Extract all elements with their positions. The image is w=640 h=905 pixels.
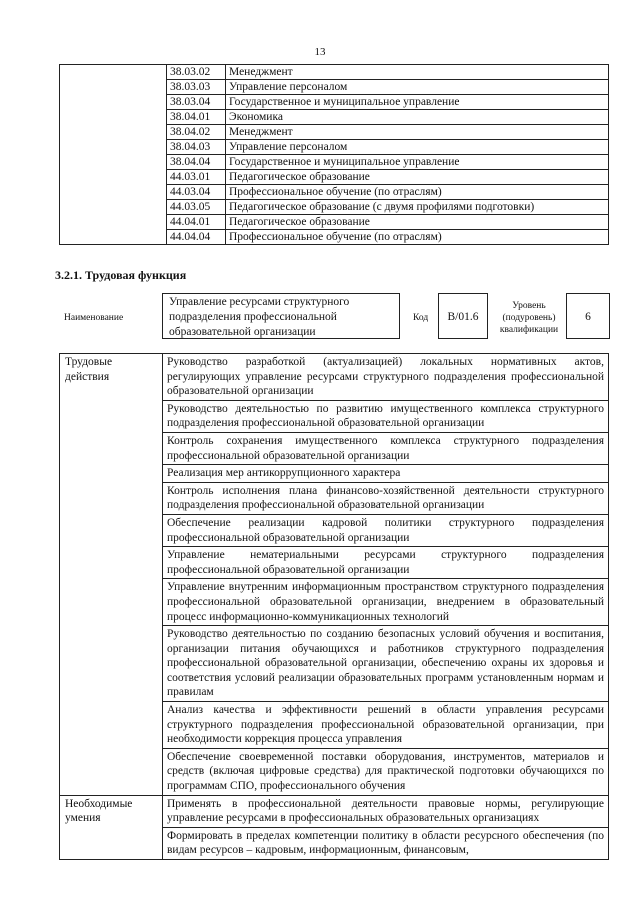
required-skill: Формировать в пределах компетенции политику в области ресурсного обеспечения (по видам ресурсов – кадровым, информационным, финансовым, <box>163 827 609 859</box>
empty-cell <box>60 65 167 245</box>
function-code: B/01.6 <box>438 293 488 339</box>
labor-action: Обеспечение реализации кадровой политики структурного подразделения профессиональной образовательной организации <box>163 514 609 546</box>
code-name-cell: Профессиональное обучение (по отраслям) <box>226 185 609 200</box>
label-line: Трудовые <box>65 356 113 368</box>
required-skills-label <box>60 795 163 859</box>
code-name-cell: Управление персоналом <box>226 80 609 95</box>
table-row <box>60 65 609 80</box>
qualification-level: 6 <box>566 293 610 339</box>
labor-actions-label <box>60 354 163 796</box>
code-name-cell: Менеджмент <box>226 125 609 140</box>
required-skill: Применять в профессиональной деятельности правовые нормы, регулирующие управление ресурсами в профессиональных образовательных организациях <box>163 795 609 827</box>
code-name-cell: Управление персоналом <box>226 140 609 155</box>
labor-action: Руководство деятельностью по развитию имущественного комплекса структурного подразделения профессиональной образовательной организации <box>163 400 609 432</box>
code-cell: 44.04.04 <box>167 230 226 245</box>
level-label-line: Уровень <box>512 301 546 311</box>
code-cell: 44.03.01 <box>167 170 226 185</box>
code-name-cell: Менеджмент <box>226 65 609 80</box>
level-label-line: квалификации <box>499 325 559 335</box>
codes-table <box>59 64 609 245</box>
code-cell: 44.03.05 <box>167 200 226 215</box>
code-name-cell: Педагогическое образование <box>226 215 609 230</box>
label-line: действия <box>65 370 110 383</box>
code-cell: 38.03.03 <box>167 80 226 95</box>
code-cell: 38.03.02 <box>167 65 226 80</box>
function-code-label: Код <box>413 313 429 323</box>
code-cell: 38.04.03 <box>167 140 226 155</box>
labor-action: Обеспечение своевременной поставки оборудования, инструментов, материалов и средств (включая цифровые средства) для практической подготовки обучающихся по программам СПО, профессионального обучения <box>163 748 609 795</box>
code-name-cell: Государственное и муниципальное управление <box>226 95 609 110</box>
code-cell: 38.04.02 <box>167 125 226 140</box>
labor-action: Контроль сохранения имущественного комплекса структурного подразделения профессиональной образовательной организации <box>163 432 609 464</box>
qualification-level-label <box>494 300 564 336</box>
labor-function-table <box>59 353 609 860</box>
labor-action: Руководство деятельностью по созданию безопасных условий обучения и воспитания, организации питания обучающихся и работников структурного подразделения профессиональной образовательной организации, обеспечению охраны их здоровья и соответствия условий реализации образовательных программ установленным нормам и правилам <box>163 626 609 702</box>
code-cell: 38.04.04 <box>167 155 226 170</box>
labor-action: Контроль исполнения плана финансово-хозяйственной деятельности структурного подразделения профессиональной образовательной организации <box>163 482 609 514</box>
code-cell: 38.04.01 <box>167 110 226 125</box>
labor-action: Управление внутренним информационным пространством структурного подразделения профессиональной образовательной организации, внедрением в образовательный процесс информационно-коммуникационных технологий <box>163 579 609 626</box>
function-name: Управление ресурсами структурного подразделения профессиональной образовательной организации <box>162 293 400 339</box>
code-cell: 38.03.04 <box>167 95 226 110</box>
page-number: 13 <box>314 46 326 58</box>
code-cell: 44.04.01 <box>167 215 226 230</box>
level-label-line: (подуровень) <box>502 313 556 323</box>
code-name-cell: Профессиональное обучение (по отраслям) <box>226 230 609 245</box>
code-cell: 44.03.04 <box>167 185 226 200</box>
code-name-cell: Экономика <box>226 110 609 125</box>
code-name-cell: Государственное и муниципальное управление <box>226 155 609 170</box>
label-line: Необходимые <box>65 797 133 810</box>
labor-action: Реализация мер антикоррупционного характера <box>163 465 609 483</box>
code-name-cell: Педагогическое образование <box>226 170 609 185</box>
labor-action: Анализ качества и эффективности решений в области управления ресурсами структурного подразделения профессиональной образовательной организации, при необходимости коррекция процесса управления <box>163 702 609 749</box>
section-title: 3.2.1. Трудовая функция <box>55 268 187 282</box>
labor-action: Руководство разработкой (актуализацией) локальных нормативных актов, регулирующих управление ресурсами структурного подразделения профессиональной образовательной организации <box>163 354 609 401</box>
table-row <box>60 354 609 401</box>
table-row <box>60 795 609 827</box>
code-name-cell: Педагогическое образование (с двумя профилями подготовки) <box>226 200 609 215</box>
label-line: умения <box>65 812 101 825</box>
labor-action: Управление нематериальными ресурсами структурного подразделения профессиональной образовательной организации <box>163 547 609 579</box>
function-name-label: Наименование <box>64 313 124 323</box>
